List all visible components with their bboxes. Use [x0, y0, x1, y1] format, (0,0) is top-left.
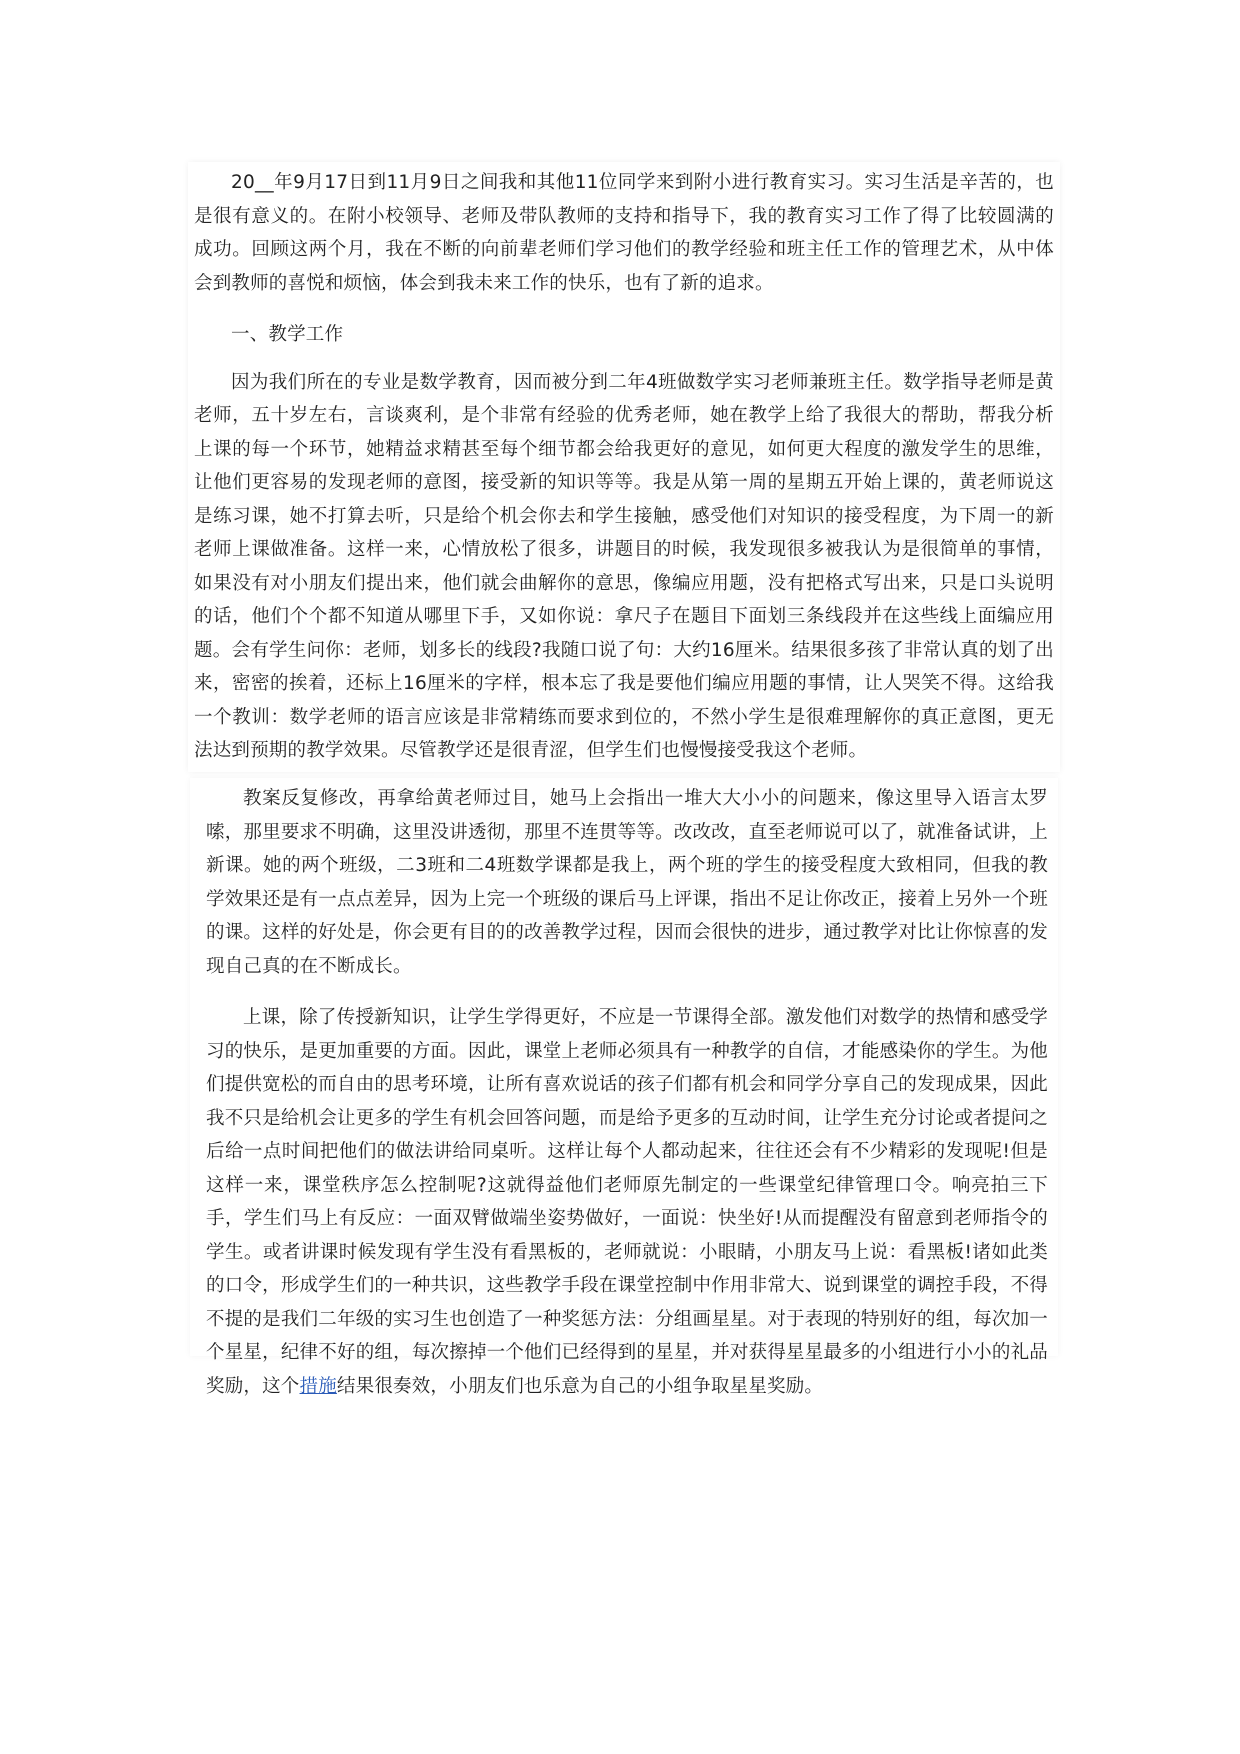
measures-link[interactable]: 措施: [299, 1375, 337, 1397]
classroom-text-before-link: 上课，除了传授新知识，让学生学得更好，不应是一节课得全部。激发他们对数学的热情和感受学习的快乐，是更加重要的方面。因此，课堂上老师必须具有一种教学的自信，才能感染你的学生。为他们提供宽松的而自由的思考环境，让所有喜欢说话的孩子们都有机会和同学分享自己的发现成果，因此我不只是给机会让更多的学生有机会回答问题，而是给予更多的互动时间，让学生充分讨论或者提问之后给一点时间把他们的做法讲给同桌听。这样让每个人都动起来，往往还会有不少精彩的发现呢!但是这样一来，课堂秩序怎么控制呢?这就得益他们老师原先制定的一些课堂纪律管理口令。响亮拍三下手，学生们马上有反应：一面双臂做端坐姿势做好，一面说：快坐好!从而提醒没有留意到老师指令的学生。或者讲课时候发现有学生没有看黑板的，老师就说：小眼睛，小朋友马上说：看黑板!诸如此类的口令，形成学生们的一种共识，这些教学手段在课堂控制中作用非常大、说到课堂的调控手段，不得不提的是我们二年级的实习生也创造了一种奖惩方法：分组画星星。对于表现的特别好的组，每次加一个星星，纪律不好的组，每次擦掉一个他们已经得到的星星，并对获得星星最多的小组进行小小的礼品奖励，这个: [206, 1007, 1048, 1397]
intro-paragraph: 20__年9月17日到11月9日之间我和其他11位同学来到附小进行教育实习。实习生活是辛苦的，也是很有意义的。在附小校领导、老师及带队教师的支持和指导下，我的教育实习工作了得了比较圆满的成功。回顾这两个月，我在不断的向前辈老师们学习他们的教学经验和班主任工作的管理艺术，从中体会到教师的喜悦和烦恼，体会到我未来工作的快乐，也有了新的追求。: [194, 172, 1054, 294]
teaching-paragraph: 因为我们所在的专业是数学教育，因而被分到二年4班做数学实习老师兼班主任。数学指导老师是黄老师，五十岁左右，言谈爽利，是个非常有经验的优秀老师，她在教学上给了我很大的帮助，帮我分析上课的每一个环节，她精益求精甚至每个细节都会给我更好的意见，如何更大程度的激发学生的思维，让他们更容易的发现老师的意图，接受新的知识等等。我是从第一周的星期五开始上课的，黄老师说这是练习课，她不打算去听，只是给个机会你去和学生接触，感受他们对知识的接受程度，为下周一的新老师上课做准备。这样一来，心情放松了很多，讲题目的时候，我发现很多被我认为是很简单的事情，如果没有对小朋友们提出来，他们就会曲解你的意思，像编应用题，没有把格式写出来，只是口头说明的话，他们个个都不知道从哪里下手，又如你说：拿尺子在题目下面划三条线段并在这些线上面编应用题。会有学生问你：老师，划多长的线段?我随口说了句：大约16厘米。结果很多孩了非常认真的划了出来，密密的挨着，还标上16厘米的字样，根本忘了我是要他们编应用题的事情，让人哭笑不得。这给我一个教训：数学老师的语言应该是非常精练而要求到位的，不然小学生是很难理解你的真正意图，更无法达到预期的教学效果。尽管教学还是很青涩，但学生们也慢慢接受我这个老师。: [194, 371, 1054, 761]
classroom-management-paragraph: [190, 1001, 1058, 1403]
document-section-first: [188, 162, 1060, 772]
section-heading-teaching-work: 一、教学工作: [231, 324, 344, 345]
classroom-text-after-link: 结果很奏效，小朋友们也乐意为自己的小组争取星星奖励。: [336, 1375, 824, 1397]
lesson-plan-paragraph: 教案反复修改，再拿给黄老师过目，她马上会指出一堆大大小小的问题来，像这里导入语言太罗嗦，那里要求不明确，这里没讲透彻，那里不连贯等等。改改改，直至老师说可以了，就准备试讲，上新课。她的两个班级，二3班和二4班数学课都是我上，两个班的学生的接受程度大致相同，但我的教学效果还是有一点点差异，因为上完一个班级的课后马上评课，指出不足让你改正，接着上另外一个班的课。这样的好处是，你会更有目的的改善教学过程，因而会很快的进步，通过教学对比让你惊喜的发现自己真的在不断成长。: [206, 788, 1048, 977]
document-section-second: [190, 778, 1058, 1397]
